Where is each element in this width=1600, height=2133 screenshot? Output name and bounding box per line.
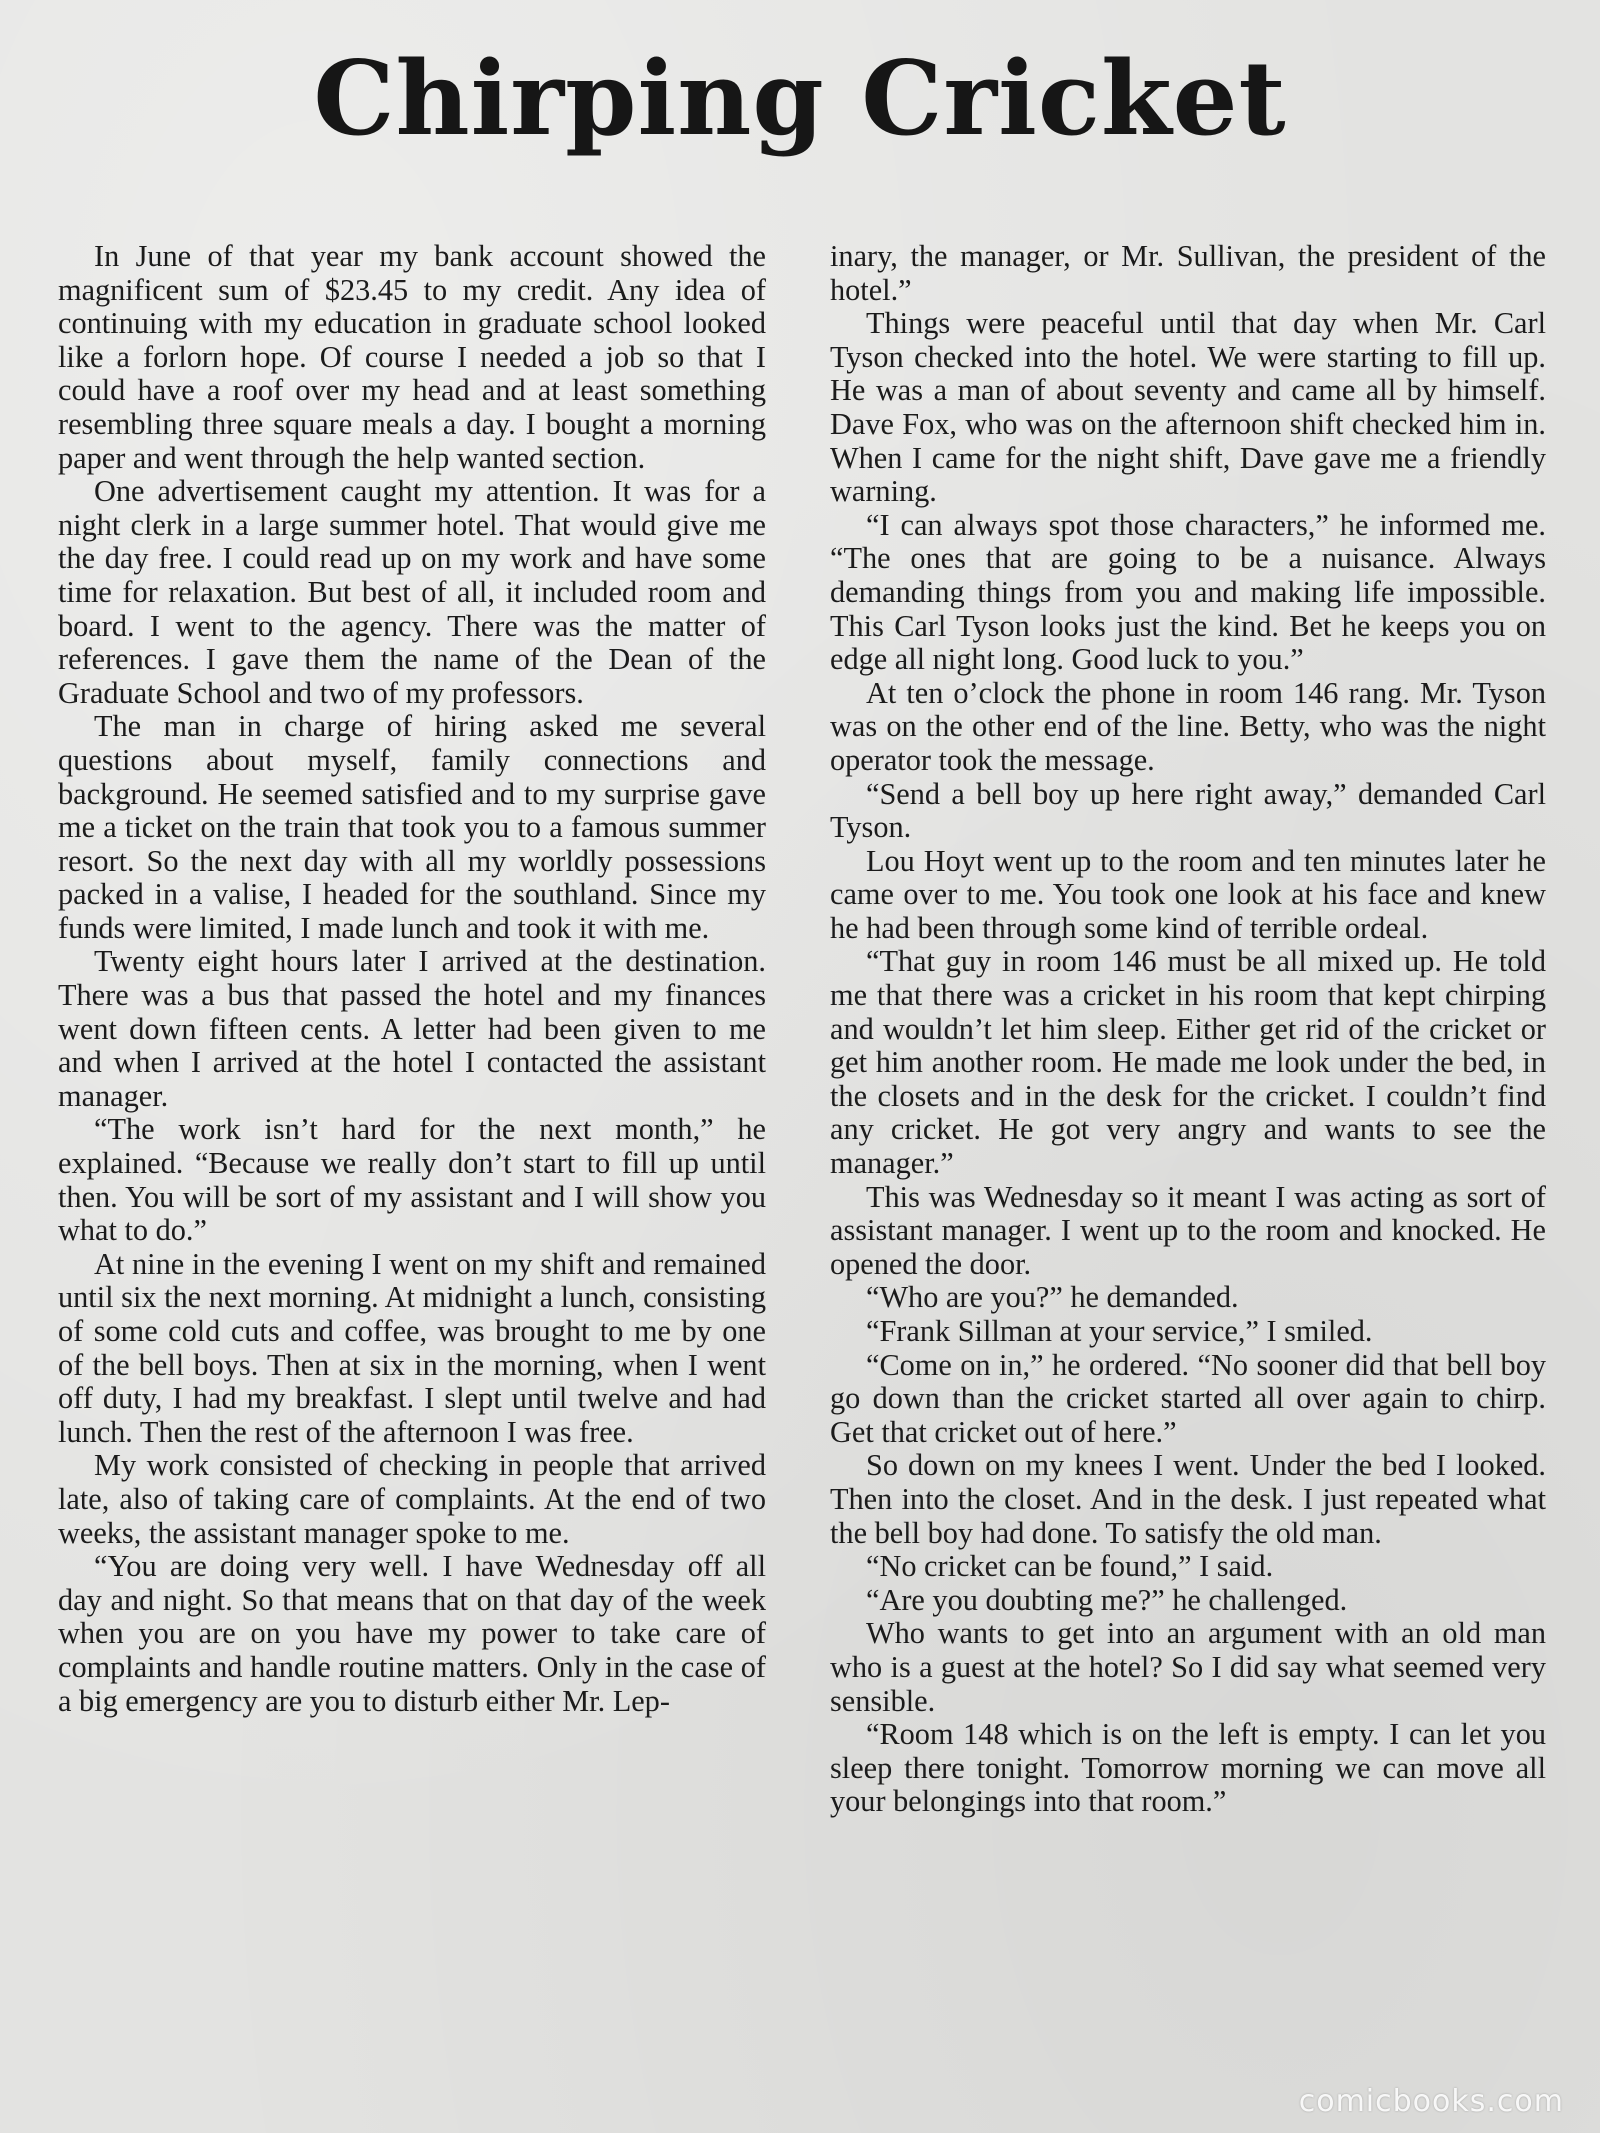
paragraph: Twenty eight hours later I arrived at the destination. There was a bus that passed the hotel and my finances went down fifteen cents. A letter had been given to me and when I arrived at the hotel I contacted the assistant manager. [58,944,766,1113]
paragraph: At ten o’clock the phone in room 146 rang. Mr. Tyson was on the other end of the line. Betty, who was the night operator took the message. [830,675,1546,777]
paragraph: “No cricket can be found,” I said. [866,1549,1274,1584]
paragraph: Things were peaceful until that day when Mr. Carl Tyson checked into the hotel. We were starting to fill up. He was a man of about seventy and came all by himself. Dave Fox, who was on the afternoon shift checked him in. When I came for the night shift, Dave gave me a friendly warning. [830,306,1546,509]
left-column [58,240,766,2090]
paragraph: “You are doing very well. I have Wednesday off all day and night. So that means that on that day of the week when you are on you have my power to take care of complaints and handle routine matters. Only in the case of a big emergency are you to disturb either Mr. Lep- [58,1549,766,1718]
article-title: Chirping Cricket [313,39,1287,159]
paragraph: This was Wednesday so it meant I was acting as sort of assistant manager. I went up to the room and knocked. He opened the door. [830,1179,1546,1281]
paragraph: “Who are you?” he demanded. [866,1280,1239,1315]
paragraph-continuation: inary, the manager, or Mr. Sullivan, the president of the hotel.” [830,240,1546,307]
paragraph: “That guy in room 146 must be all mixed up. He told me that there was a cricket in his room that kept chirping and wouldn’t let him sleep. Either get rid of the cricket or get him another room. He made me look under the bed, in the closets and in the desk for the cricket. I couldn’t find any cricket. He got very angry and wants to see the manager.” [830,944,1546,1181]
paragraph: “Room 148 which is on the left is empty. I can let you sleep there tonight. Tomorrow morning we can move all your belongings into that room.” [830,1717,1546,1819]
paragraph: “I can always spot those characters,” he informed me. “The ones that are going to be a nuisance. Always demanding things from you and making life impossible. This Carl Tyson looks just the kind. Bet he keeps you on edge all night long. Good luck to you.” [830,507,1546,677]
paragraph: My work consisted of checking in people that arrived late, also of taking care of complaints. At the end of two weeks, the assistant manager spoke to me. [58,1448,766,1550]
paragraph: In June of that year my bank account showed the magnificent sum of $23.45 to my credit. Any idea of continuing with my education in graduate school looked like a forlorn hope. Of course I needed a job so that I could have a roof over my head and at least something resembling three square meals a day. I bought a morning paper and went through the help wanted section. [58,240,766,475]
right-column [830,240,1546,2090]
paragraph: Who wants to get into an argument with an old man who is a guest at the hotel? So I did say what seemed very sensible. [830,1616,1546,1718]
paragraph: At nine in the evening I went on my shift and remained until six the next morning. At midnight a lunch, consisting of some cold cuts and coffee, was brought to me by one of the bell boys. Then at six in the morning, when I went off duty, I had my breakfast. I slept until twelve and had lunch. Then the rest of the afternoon I was free. [58,1246,766,1449]
paragraph: “Frank Sillman at your service,” I smiled. [866,1314,1373,1348]
paragraph: One advertisement caught my attention. It was for a night clerk in a large summer hotel. That would give me the day free. I could read up on my work and have some time for relaxation. But best of all, it included room and board. I went to the agency. There was the matter of references. I gave them the name of the Dean of the Graduate School and two of my professors. [58,474,766,710]
paragraph: So down on my knees I went. Under the bed I looked. Then into the closet. And in the desk. I just repeated what the bell boy had done. To satisfy the old man. [830,1448,1546,1550]
paragraph: “Send a bell boy up here right away,” demanded Carl Tyson. [830,776,1546,845]
site-watermark: comicbooks.com [1298,2084,1564,2119]
paragraph: The man in charge of hiring asked me several questions about myself, family connections and background. He seemed satisfied and to my surprise gave me a ticket on the train that took you to a famous summer resort. So the next day with all my worldly possessions packed in a valise, I headed for the southland. Since my funds were limited, I made lunch and took it with me. [58,709,766,945]
paragraph: “The work isn’t hard for the next month,” he explained. “Because we really don’t start to fill up until then. You will be sort of my assistant and I will show you what to do.” [58,1112,766,1248]
paragraph: Lou Hoyt went up to the room and ten minutes later he came over to me. You took one look at his face and knew he had been through some kind of terrible ordeal. [830,843,1546,945]
paragraph: “Come on in,” he ordered. “No sooner did that bell boy go down than the cricket started all over again to chirp. Get that cricket out of here.” [830,1347,1546,1449]
paragraph: “Are you doubting me?” he challenged. [866,1582,1348,1617]
